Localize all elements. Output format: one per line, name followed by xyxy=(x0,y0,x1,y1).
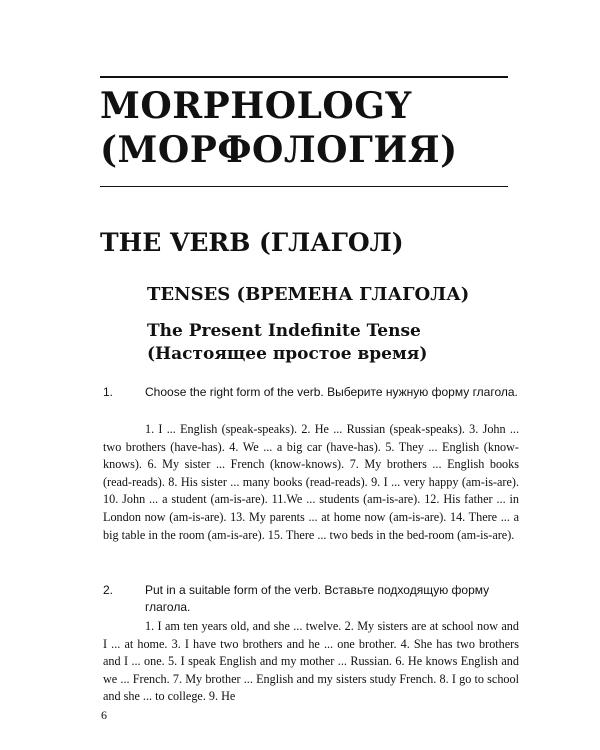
chapter-bottom-rule xyxy=(100,186,508,187)
section-title: THE VERB (ГЛАГОЛ) xyxy=(100,228,404,257)
chapter-title xyxy=(100,84,520,172)
subsection-title: TENSES (ВРЕМЕНА ГЛАГОЛА) xyxy=(147,284,470,305)
topic-title-russian: (Настоящее простое время) xyxy=(147,344,428,364)
exercise-number: 1. xyxy=(103,385,114,399)
exercise-number: 2. xyxy=(103,583,114,597)
exercise-1-text: 1. I ... English (speak-speaks). 2. He ... Russian (speak-speaks). 3. John ... two brothers (have-has). 4. We ... a big car (have-has). 5. They ... English (know-knows). 6. My sister ... French (know-knows). 7. My brothers ... English books (read-reads). 8. His sister ... many books (read-reads). 9. I ... very happy (am-is-are). 10. John ... a student (am-is-are). 11.We ... students (am-is-are). 12. His father ... in London now (am-is-are). 13. My parents ... at home now (am-is-are). 14. There ... a big table in the room (am-is-are). 15. There ... two beds in the bed-room (am-is-are). xyxy=(103,422,519,542)
chapter-title-russian: (МОРФОЛОГИЯ) xyxy=(100,129,458,171)
page-number: 6 xyxy=(101,708,107,722)
chapter-title-english: MORPHOLOGY xyxy=(100,85,412,127)
exercise-instruction: Put in a suitable form of the verb. Вставьте подходящую форму глагола. xyxy=(145,583,490,614)
topic-title xyxy=(147,320,547,366)
exercise-2-text: 1. I am ten years old, and she ... twelve. 2. My sisters are at school now and I ... at home. 3. I have two brothers and he ... one brother. 4. She has two brothers and I ... one. 5. I speak English and my mother ... Russian. 6. He knows English and we ... French. 7. My brother ... English and my sisters study French. 8. I go to school and she ... to college. 9. He xyxy=(103,619,519,704)
topic-title-english: The Present Indefinite Tense xyxy=(147,321,421,341)
exercise-instruction: Choose the right form of the verb. Выберите нужную форму глагола. xyxy=(145,385,518,399)
chapter-top-rule xyxy=(100,76,508,78)
